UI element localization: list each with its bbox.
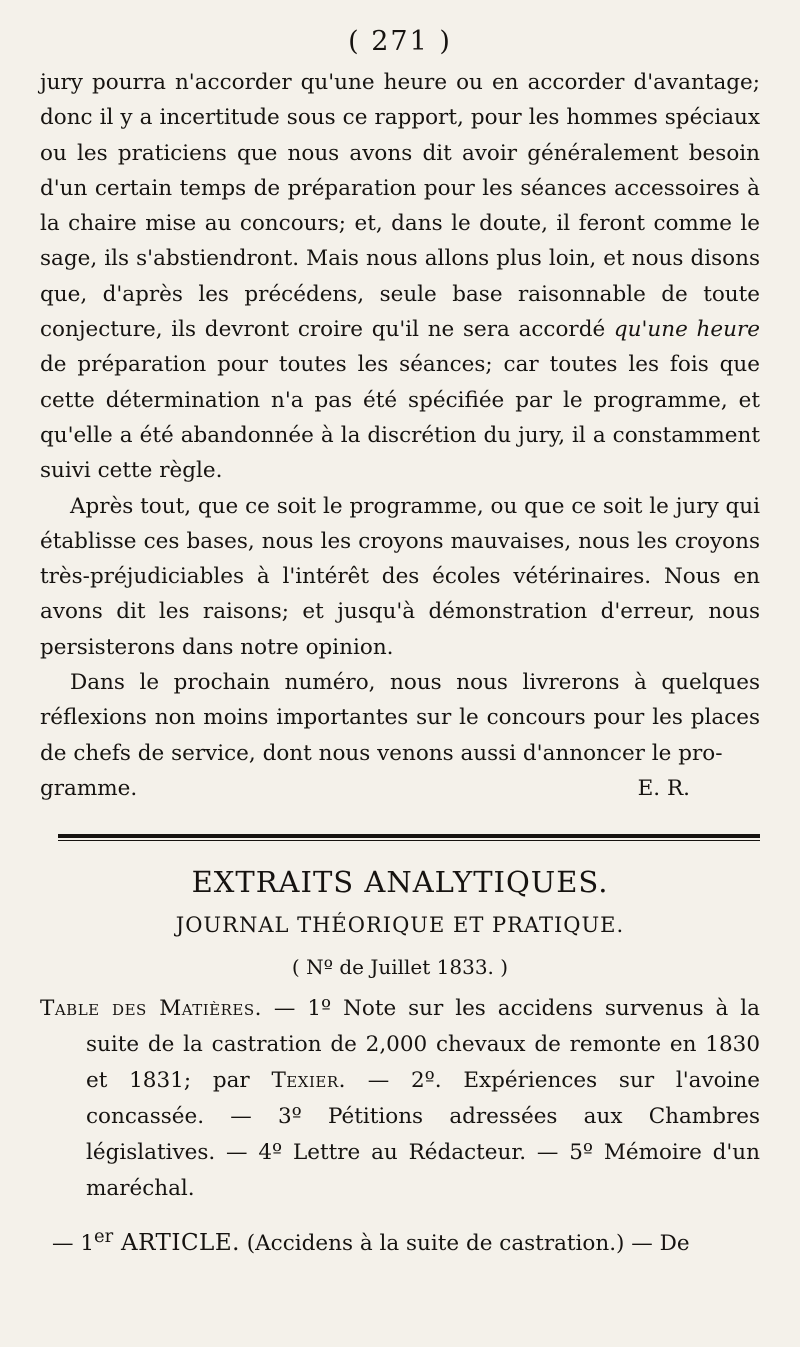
paragraph-text: de préparation pour toutes les séances; car toutes les fois que cette détermination n'a pas été spécifiée par le programme, et qu'elle a été abandonnée à la discrétion du jury, il a constamment suivi cette règle. — [40, 352, 760, 484]
toc-label: Table des Matières. — [40, 996, 262, 1022]
article-heading — [40, 1219, 760, 1262]
toc-text: — 1º Note sur les accidens survenus à la suite de la castration de 2,000 chevaux de remonte en 1830 et 1831; par — [86, 996, 760, 1094]
article-label: ARTICLE. — [113, 1230, 240, 1257]
article-text: (Accidens à la suite de castration.) — De — [239, 1231, 690, 1257]
paragraph-jury-preparation — [40, 65, 760, 489]
author-signature: E. R. — [637, 775, 690, 801]
paragraph-end: gramme. — [40, 775, 138, 801]
paragraph-text: jury pourra n'accorder qu'une heure ou en accorder d'avantage; donc il y a incertitude sous ce rapport, pour les hommes spéciaux ou les praticiens que nous avons dit avoir généralement besoin d'un certain temps de préparation pour les séances accessoires à la chaire mise au concours; et, dans le doute, il feront comme le sage, ils s'abstiendront. Mais nous allons plus loin, et nous disons que, d'après les précédens, seule base raisonnable de toute conjecture, ils devront croire qu'il ne sera accordé — [40, 70, 760, 343]
toc-text: — 2º. Expériences sur l'avoine concassée. — 3º Pétitions adressées aux Chambres législatives. — 4º Lettre au Rédacteur. — 5º Mémoire d'un maréchal. — [86, 1068, 760, 1202]
paragraph-next-issue: Dans le prochain numéro, nous nous livrerons à quelques réflexions non moins importantes sur le concours pour les places de chefs de service, dont nous venons aussi d'annoncer le pro- — [40, 670, 760, 766]
section-title: EXTRAITS ANALYTIQUES. — [191, 865, 609, 900]
signature-line — [40, 771, 760, 806]
paragraph-programme: Après tout, que ce soit le programme, ou que ce soit le jury qui établisse ces bases, nous les croyons mauvaises, nous les croyons très-préjudiciables à l'intérêt des écoles vétérinaires. Nous en avons dit les raisons; et jusqu'à démonstration d'erreur, nous persisterons dans notre opinion. — [40, 493, 760, 660]
section-divider — [58, 834, 760, 841]
page-number: ( 271 ) — [348, 26, 452, 57]
issue-label: ( Nº de Juillet 1833. ) — [291, 955, 509, 980]
toc-author: Texier. — [271, 1068, 346, 1094]
article-prefix: — 1 — [52, 1231, 95, 1257]
emphasis-text: qu'une heure — [613, 317, 760, 343]
article-superscript: er — [94, 1226, 114, 1248]
journal-title: JOURNAL THÉORIQUE ET PRATIQUE. — [175, 913, 625, 938]
table-of-contents — [40, 991, 760, 1207]
